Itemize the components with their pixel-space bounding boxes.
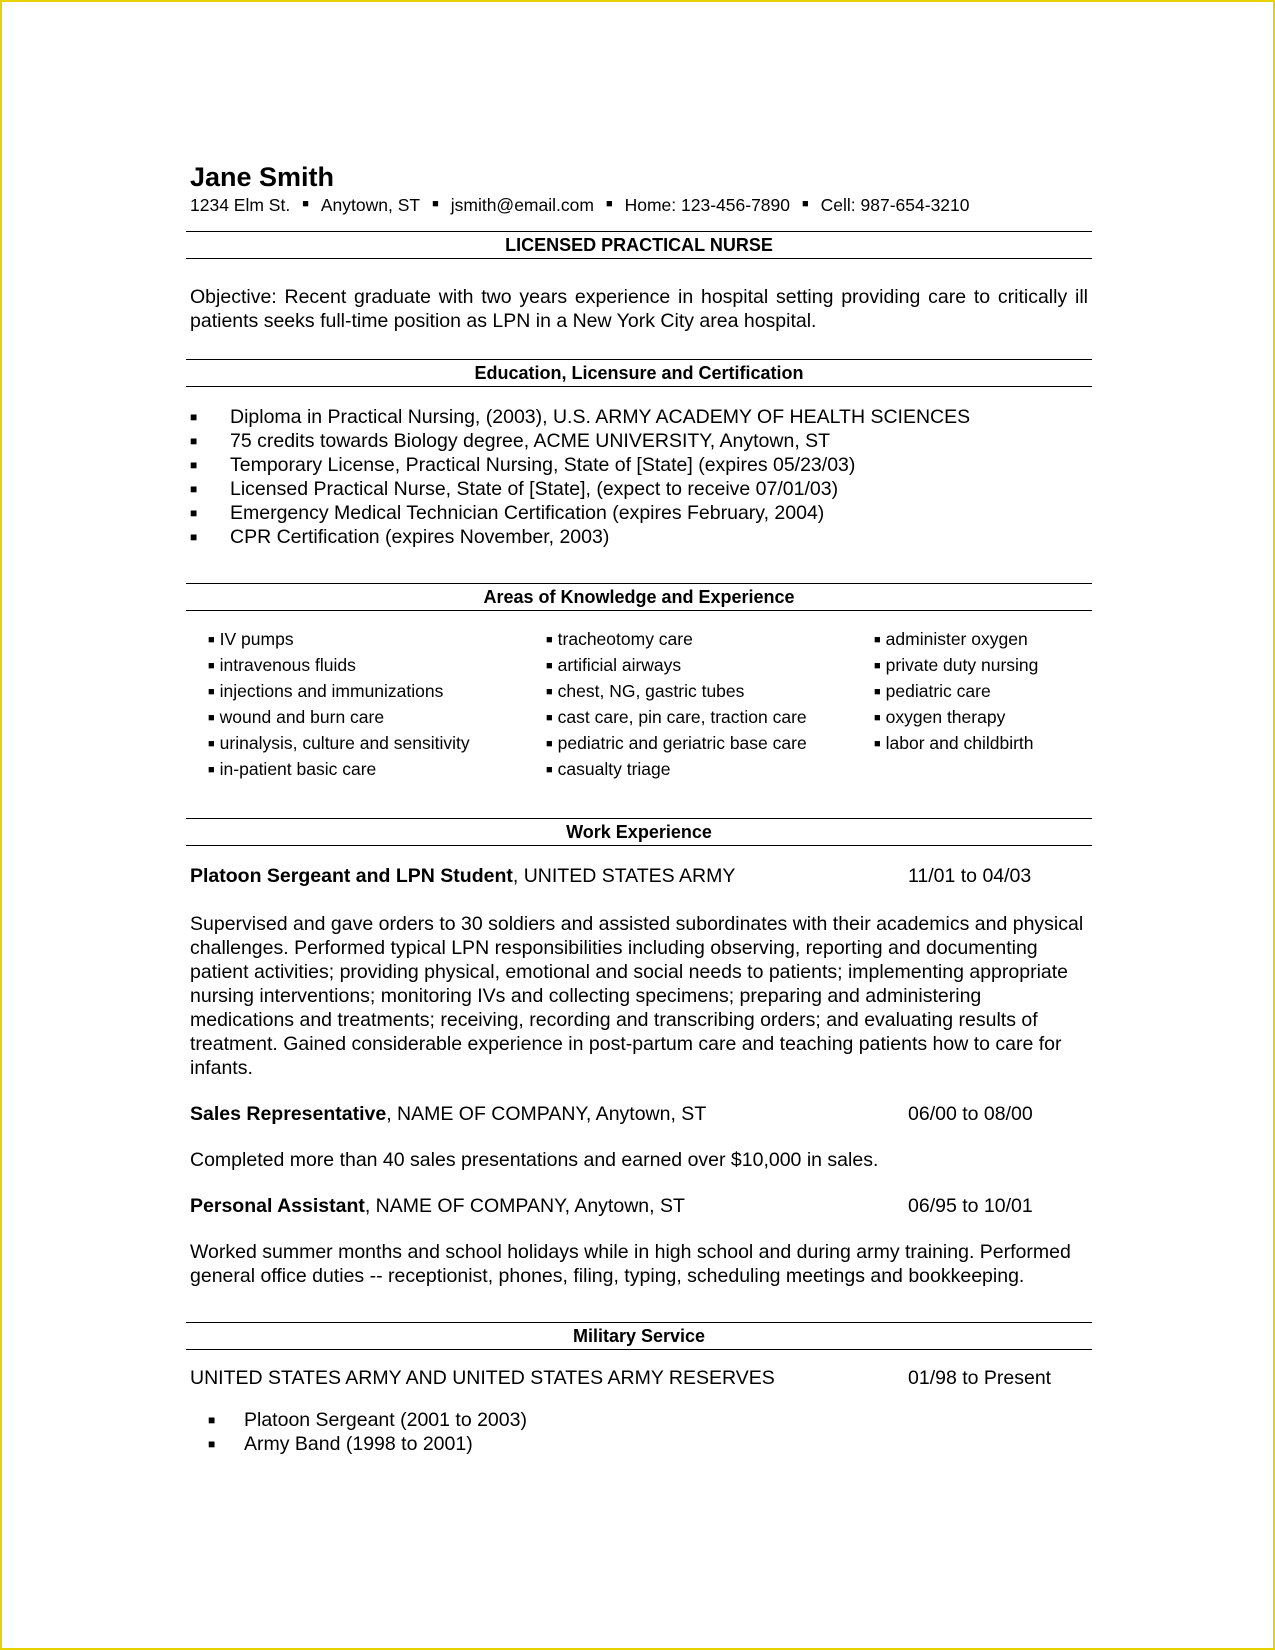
job-title: Personal Assistant: [190, 1195, 365, 1218]
knowledge-columns: [186, 628, 1092, 784]
bullet-icon: ■: [190, 482, 198, 497]
knowledge-column-2: [546, 628, 874, 784]
contact-line: [190, 194, 1092, 217]
job-description: Supervised and gave orders to 30 soldiers and assisted subordinates with their academics and physical challenges. Performed typical LPN responsibilities including observing, reporting and documenting patient activities; providing physical, emotional and social needs to patients; implementing appropriate nursing interventions; monitoring IVs and collecting specimens; preparing and administering medications and treatments; receiving, recording and transcribing orders; and evaluating results of treatment. Gained considerable experience in post-partum care and teaching patients how to care for infants.: [190, 913, 1084, 1080]
bullet-icon: ■: [190, 530, 198, 545]
list-item: ■ artificial airways: [546, 655, 682, 676]
bullet-icon: ■: [208, 1437, 216, 1452]
job-org: , NAME OF COMPANY, Anytown, ST: [386, 1103, 707, 1126]
bullet-icon: ■: [190, 458, 198, 473]
list-item: ■ wound and burn care: [208, 707, 385, 728]
resume-content: [186, 162, 1092, 1456]
email: jsmith@email.com: [450, 195, 594, 215]
job-title: Platoon Sergeant and LPN Student: [190, 865, 513, 888]
list-item: ■ Platoon Sergeant (2001 to 2003): [208, 1409, 527, 1432]
education-heading: Education, Licensure and Certification: [186, 359, 1092, 387]
list-item: ■ administer oxygen: [874, 629, 1028, 650]
job-dates: 11/01 to 04/03: [908, 865, 1032, 888]
cell-phone: Cell: 987-654-3210: [820, 195, 970, 215]
knowledge-column-1: [208, 628, 546, 784]
job-header: [190, 864, 1092, 888]
list-item: ■ chest, NG, gastric tubes: [546, 681, 745, 702]
title-heading: LICENSED PRACTICAL NURSE: [186, 231, 1092, 259]
list-item: ■ Temporary License, Practical Nursing, State of [State] (expires 05/23/03): [190, 454, 856, 477]
list-item: ■ tracheotomy care: [546, 629, 693, 650]
bullet-icon: ■: [190, 506, 198, 521]
list-item: ■ cast care, pin care, traction care: [546, 707, 807, 728]
bullet-icon: ■: [190, 434, 198, 449]
address: 1234 Elm St.: [190, 195, 291, 215]
military-org: UNITED STATES ARMY AND UNITED STATES ARMY RESERVES: [190, 1367, 775, 1390]
knowledge-heading: Areas of Knowledge and Experience: [186, 583, 1092, 611]
job-header: [190, 1102, 1092, 1126]
city: Anytown, ST: [320, 195, 421, 215]
list-item: ■ IV pumps: [208, 629, 294, 650]
candidate-name: Jane Smith: [190, 162, 335, 192]
separator-square-icon: ■: [432, 198, 439, 211]
separator-square-icon: ■: [302, 198, 309, 211]
home-phone: Home: 123-456-7890: [624, 195, 790, 215]
education-list: [186, 405, 1092, 549]
job-dates: 06/00 to 08/00: [908, 1103, 1033, 1126]
list-item: ■ oxygen therapy: [874, 707, 1006, 728]
separator-square-icon: ■: [605, 198, 613, 211]
job-org: , NAME OF COMPANY, Anytown, ST: [364, 1195, 685, 1218]
list-item: ■ CPR Certification (expires November, 2003): [190, 526, 610, 549]
list-item: ■ casualty triage: [546, 759, 671, 780]
military-header: [190, 1366, 1092, 1390]
job-dates: 06/95 to 10/01: [908, 1195, 1033, 1218]
military-heading: Military Service: [186, 1322, 1092, 1350]
job-org: , UNITED STATES ARMY: [512, 865, 736, 888]
knowledge-column-3: [874, 628, 1038, 784]
job-description: Worked summer months and school holidays while in high school and during army training. Performed general office duties -- receptionist, phones, filing, typing, scheduling meetings and bookkeeping.: [190, 1241, 1071, 1288]
military-dates: 01/98 to Present: [908, 1367, 1052, 1390]
objective-text: Objective: Recent graduate with two years experience in hospital setting providing care to critically ill patients seeks full-time position as LPN in a New York City area hospital.: [190, 286, 1088, 333]
job-header: [190, 1194, 1092, 1218]
list-item: ■ private duty nursing: [874, 655, 1039, 676]
list-item: ■ intravenous fluids: [208, 655, 356, 676]
list-item: ■ Emergency Medical Technician Certification (expires February, 2004): [190, 502, 825, 525]
job-title: Sales Representative: [190, 1103, 387, 1126]
work-heading: Work Experience: [186, 818, 1092, 846]
list-item: ■ in-patient basic care: [208, 759, 377, 780]
separator-square-icon: ■: [802, 198, 809, 211]
military-list: [186, 1408, 1092, 1456]
list-item: ■ labor and childbirth: [874, 733, 1034, 754]
bullet-icon: ■: [208, 1413, 216, 1428]
bullet-icon: ■: [190, 410, 198, 425]
list-item: ■ pediatric and geriatric base care: [546, 733, 807, 754]
list-item: ■ Army Band (1998 to 2001): [208, 1433, 473, 1456]
list-item: ■ Licensed Practical Nurse, State of [State], (expect to receive 07/01/03): [190, 478, 839, 501]
list-item: ■ injections and immunizations: [208, 681, 444, 702]
list-item: ■ Diploma in Practical Nursing, (2003), U.S. ARMY ACADEMY OF HEALTH SCIENCES: [190, 406, 971, 429]
list-item: ■ urinalysis, culture and sensitivity: [208, 733, 470, 754]
list-item: ■ pediatric care: [874, 681, 991, 702]
job-description: Completed more than 40 sales presentations and earned over $10,000 in sales.: [190, 1149, 879, 1172]
list-item: ■ 75 credits towards Biology degree, ACME UNIVERSITY, Anytown, ST: [190, 430, 831, 453]
